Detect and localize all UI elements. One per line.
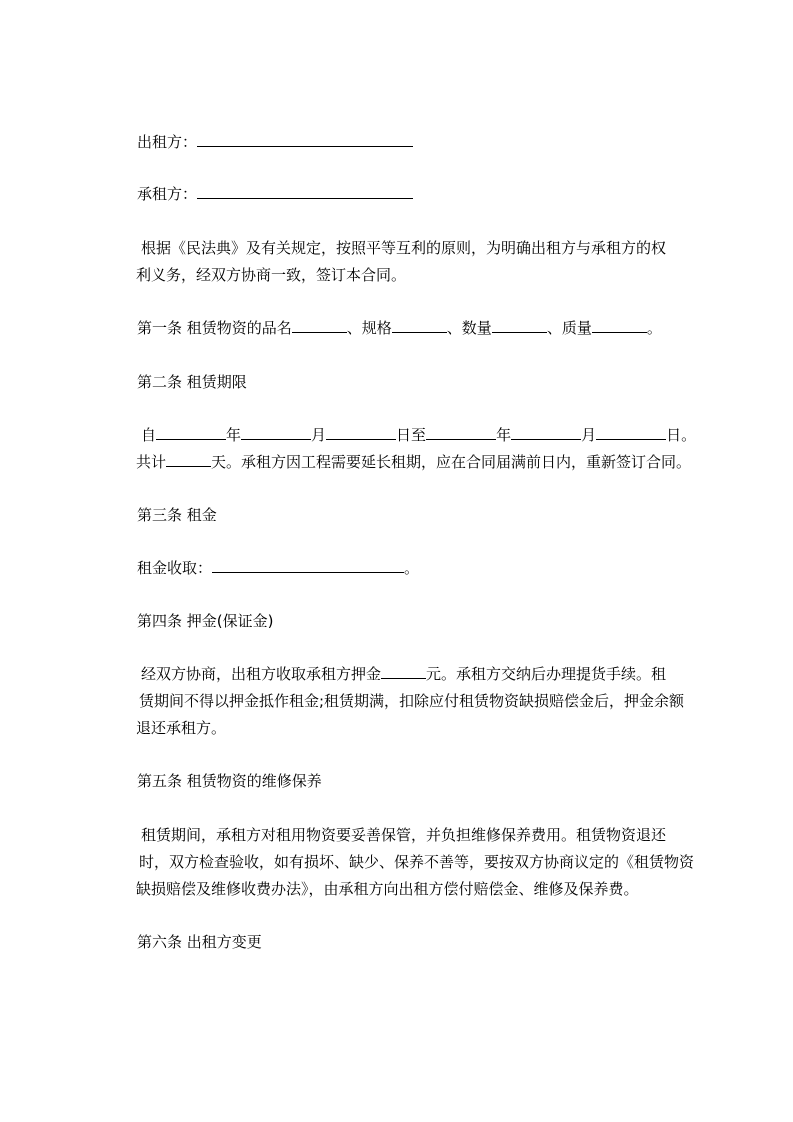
article3-heading: 第三条 租金 bbox=[137, 506, 217, 524]
article1-heading: 第一条 租赁物资的品名 bbox=[137, 319, 292, 337]
article5-heading: 第五条 租赁物资的维修保养 bbox=[137, 772, 322, 790]
quality-label: 、质量 bbox=[546, 319, 592, 337]
year-label-2: 年 bbox=[496, 426, 512, 444]
preamble-line-2: 利义务，经双方协商一致，签订本合同。 bbox=[136, 266, 407, 284]
article2-total-line bbox=[136, 452, 691, 472]
total-days-blank[interactable] bbox=[166, 452, 211, 467]
spec-label: 、规格 bbox=[346, 319, 392, 337]
lessee-label: 承租方： bbox=[137, 185, 198, 203]
article5-line-1: 租赁期间，承租方对租用物资要妥善保管，并负担维修保养费用。租赁物资退还 bbox=[141, 826, 667, 844]
quantity-blank[interactable] bbox=[492, 318, 547, 333]
preamble-line-1: 根据《民法典》及有关规定，按照平等互利的原则，为明确出租方与承租方的权 bbox=[141, 239, 667, 257]
article4-line-3: 退还承租方。 bbox=[136, 719, 227, 737]
lessee-line bbox=[137, 184, 413, 204]
day-to-label: 日至 bbox=[396, 426, 427, 444]
start-year-blank[interactable] bbox=[156, 425, 226, 440]
end-month-blank[interactable] bbox=[511, 425, 581, 440]
month-label: 月 bbox=[311, 426, 327, 444]
article4-line-2: 赁期间不得以押金抵作租金;租赁期满，扣除应付租赁物资缺损赔偿金后，押金余额 bbox=[139, 692, 685, 710]
lessor-label: 出租方： bbox=[137, 133, 198, 151]
quantity-label: 、数量 bbox=[446, 319, 492, 337]
deposit-text-b: 元。承租方交纳后办理提货手续。租 bbox=[426, 665, 667, 683]
article2-period-line bbox=[141, 425, 696, 445]
article1-line bbox=[137, 318, 662, 338]
item-name-blank[interactable] bbox=[292, 318, 347, 333]
deposit-text-a: 经双方协商，出租方收取承租方押金 bbox=[141, 665, 382, 683]
month-label-2: 月 bbox=[581, 426, 597, 444]
lessee-blank[interactable] bbox=[197, 184, 413, 199]
day-end-label: 日。 bbox=[666, 426, 697, 444]
year-label: 年 bbox=[226, 426, 242, 444]
rent-line bbox=[137, 558, 419, 578]
article5-line-2: 时，双方检查验收，如有损坏、缺少、保养不善等，要按双方协商议定的《租赁物资 bbox=[139, 853, 695, 871]
article4-heading: 第四条 押金(保证金) bbox=[137, 612, 274, 630]
end-year-blank[interactable] bbox=[426, 425, 496, 440]
start-day-blank[interactable] bbox=[326, 425, 396, 440]
start-month-blank[interactable] bbox=[241, 425, 311, 440]
article2-rest: 天。承租方因工程需要延长租期，应在合同届满前日内，重新签订合同。 bbox=[211, 453, 692, 471]
deposit-amount-blank[interactable] bbox=[381, 664, 426, 679]
article6-heading: 第六条 出租方变更 bbox=[137, 933, 262, 951]
spec-blank[interactable] bbox=[392, 318, 447, 333]
end-day-blank[interactable] bbox=[596, 425, 666, 440]
article2-heading: 第二条 租赁期限 bbox=[137, 373, 247, 391]
article4-line-1 bbox=[141, 664, 666, 684]
rent-end: 。 bbox=[404, 559, 420, 577]
rent-label: 租金收取： bbox=[137, 559, 213, 577]
total-label: 共计 bbox=[136, 453, 167, 471]
from-label: 自 bbox=[141, 426, 157, 444]
rent-blank[interactable] bbox=[212, 558, 404, 573]
quality-blank[interactable] bbox=[592, 318, 647, 333]
article1-end: 。 bbox=[646, 319, 662, 337]
lessor-line bbox=[137, 132, 413, 152]
article5-line-3: 缺损赔偿及维修收费办法》，由承租方向出租方偿付赔偿金、维修及保养费。 bbox=[136, 880, 639, 898]
lessor-blank[interactable] bbox=[197, 132, 413, 147]
